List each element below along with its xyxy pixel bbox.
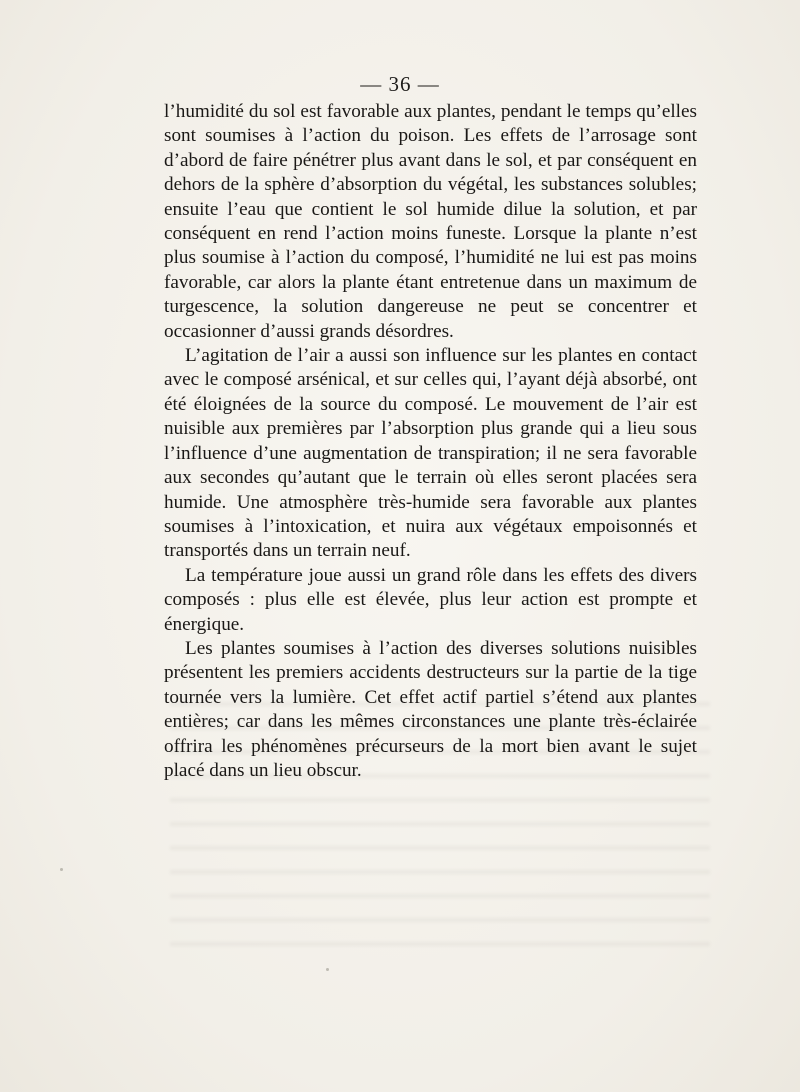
paper-speck [326,968,329,971]
paragraph: L’agitation de l’air a aussi son influence sur les plantes en contact avec le composé arsénical, et sur celles qui, l’ayant déjà absorbé, ont été éloignées de la source du composé. Le mouvement de l’air est nuisible aux premières par l’absorption plus grande qui a lieu sous l’influence d’une augmentation de transpiration; il ne sera favorable aux secondes qu’autant que le terrain où elles seront placées sera humide. Une atmosphère très-humide sera favorable aux plantes soumises à l’intoxication, et nuira aux végétaux empoisonnés et transportés dans un terrain neuf. [164,345,697,562]
page-number: — 36 — [360,72,440,96]
paragraph: La température joue aussi un grand rôle dans les effets des divers composés : plus elle est élevée, plus leur action est prompte et énergique. [164,564,697,635]
body-text [164,100,697,783]
paragraph: l’humidité du sol est favorable aux plantes, pendant le temps qu’elles sont soumises à l’action du poison. Les effets de l’arrosage sont d’abord de faire pénétrer plus avant dans le sol, et par conséquent en dehors de la sphère d’absorption du végétal, les substances solubles; ensuite l’eau que contient le sol humide dilue la solution, et par conséquent en rend l’action moins funeste. Lorsque la plante n’est plus soumise à l’action du composé, l’humidité ne lui est pas moins favorable, car alors la plante étant entretenue dans un maximum de turgescence, la solution dangereuse ne peut se concentrer et occasionner d’aussi grands désordres. [164,101,697,342]
paper-speck [60,868,63,871]
paragraph: Les plantes soumises à l’action des diverses solutions nuisibles présentent les premiers accidents destructeurs sur la partie de la tige tournée vers la lumière. Cet effet actif partiel s’étend aux plantes entières; car dans les mêmes circonstances une plante très-éclairée offrira les phénomènes précurseurs de la mort bien avant le sujet placé dans un lieu obscur. [164,637,697,781]
